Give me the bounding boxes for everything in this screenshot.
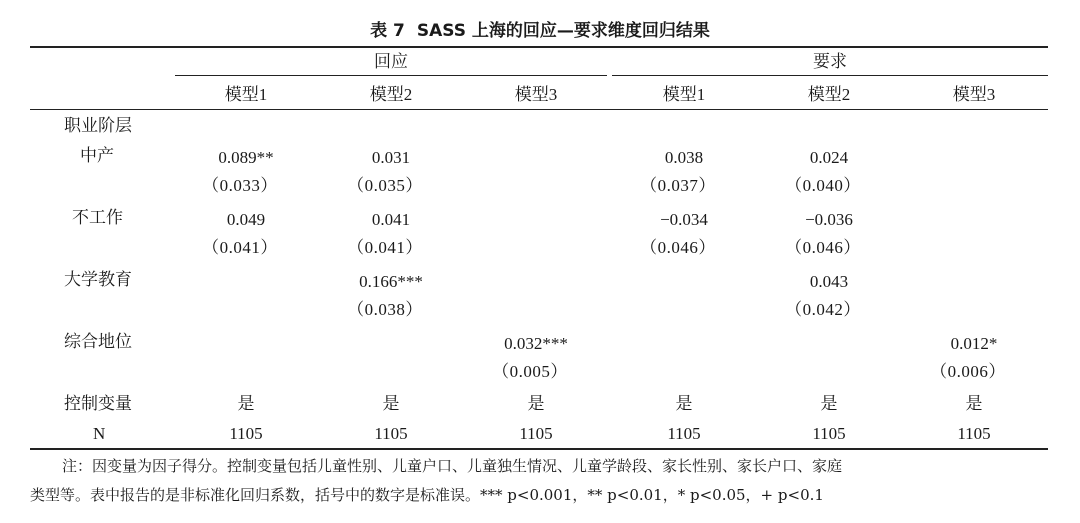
se-cell: （0.046） — [640, 238, 716, 257]
bottom-rule — [30, 448, 1048, 450]
se-cell: （0.040） — [785, 176, 861, 195]
coef-cell: 0.049 — [226, 210, 266, 229]
se-cell: （0.046） — [785, 238, 861, 257]
model-header: 模型3 — [514, 85, 558, 104]
row-label-middle-class: 中产 — [80, 146, 114, 166]
coef-cell: 0.038 — [664, 148, 704, 167]
row-label-composite-status: 综合地位 — [64, 332, 132, 352]
se-cell: （0.033） — [202, 176, 278, 195]
coef-cell: 0.043 — [809, 272, 849, 291]
coef-cell: 0.089** — [218, 148, 274, 167]
n-cell: 1105 — [812, 424, 846, 443]
model-header: 模型1 — [224, 85, 268, 104]
group-rule-response — [175, 75, 607, 76]
controls-cell: 是 — [965, 394, 983, 414]
se-cell: （0.041） — [202, 238, 278, 257]
coef-cell: 0.031 — [371, 148, 411, 167]
se-cell: （0.037） — [640, 176, 716, 195]
n-cell: 1105 — [667, 424, 701, 443]
table-number: 表 7 — [370, 21, 405, 41]
row-label-college: 大学教育 — [64, 270, 132, 290]
model-header: 模型2 — [369, 85, 413, 104]
n-cell: 1105 — [374, 424, 408, 443]
table-title-text: SASS 上海的回应—要求维度回归结果 — [416, 21, 710, 41]
se-cell: （0.038） — [347, 300, 423, 319]
coef-cell: 0.012* — [950, 334, 998, 353]
header-rule — [30, 109, 1048, 110]
controls-cell: 是 — [820, 394, 838, 414]
row-label-occupation: 职业阶层 — [64, 116, 132, 136]
group-rule-demand — [612, 75, 1048, 76]
top-rule — [30, 46, 1048, 48]
group-header-demand: 要求 — [813, 52, 847, 71]
controls-cell: 是 — [527, 394, 545, 414]
table-note-line-2: 类型等。表中报告的是非标准化回归系数，括号中的数字是标准误。*** p<0.001，** p<0.01，* p<0.05，+ p<0.1 — [30, 486, 824, 504]
model-header: 模型2 — [807, 85, 851, 104]
controls-cell: 是 — [675, 394, 693, 414]
n-cell: 1105 — [519, 424, 553, 443]
coef-cell: 0.024 — [809, 148, 849, 167]
coef-cell: 0.166*** — [359, 272, 423, 291]
row-label-n: N — [93, 424, 106, 443]
coef-cell: −0.034 — [660, 210, 708, 229]
se-cell: （0.005） — [492, 362, 568, 381]
row-label-controls: 控制变量 — [64, 394, 132, 414]
row-label-not-working: 不工作 — [72, 208, 123, 228]
n-cell: 1105 — [229, 424, 263, 443]
se-cell: （0.035） — [347, 176, 423, 195]
controls-cell: 是 — [237, 394, 255, 414]
model-header: 模型1 — [662, 85, 706, 104]
se-cell: （0.042） — [785, 300, 861, 319]
table-note-line-1: 注：因变量为因子得分。控制变量包括儿童性别、儿童户口、儿童独生情况、儿童学龄段、家长性别、家长户口、家庭 — [62, 457, 843, 475]
controls-cell: 是 — [382, 394, 400, 414]
coef-cell: −0.036 — [805, 210, 853, 229]
coef-cell: 0.041 — [371, 210, 411, 229]
se-cell: （0.006） — [930, 362, 1006, 381]
group-header-response: 回应 — [374, 52, 408, 71]
model-header: 模型3 — [952, 85, 996, 104]
n-cell: 1105 — [957, 424, 991, 443]
coef-cell: 0.032*** — [504, 334, 568, 353]
table-title — [0, 16, 1080, 41]
se-cell: （0.041） — [347, 238, 423, 257]
